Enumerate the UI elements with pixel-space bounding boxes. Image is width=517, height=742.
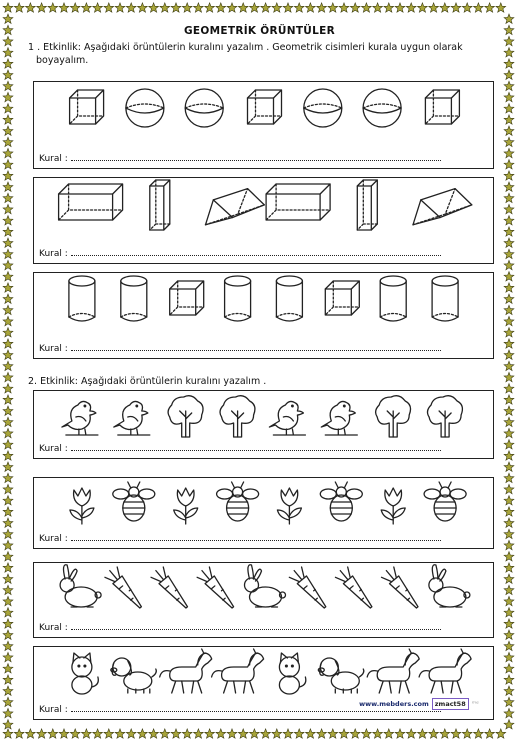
pattern-row-1	[33, 81, 494, 169]
rule-label: Kural :	[39, 623, 68, 633]
tree-icon	[376, 396, 411, 437]
footer	[359, 698, 479, 710]
cylinder-icon	[276, 276, 302, 321]
tree-icon	[428, 396, 463, 437]
bee-icon	[424, 482, 466, 521]
cube-icon	[325, 281, 359, 315]
bee-icon	[320, 482, 362, 521]
cat-icon	[72, 653, 98, 694]
tree-icon	[168, 396, 203, 437]
pattern-row-3	[33, 272, 494, 359]
carrot-icon	[288, 565, 331, 612]
triangular-prism-icon	[407, 186, 473, 225]
horse-icon	[212, 649, 264, 693]
rule-answer-field[interactable]	[71, 152, 441, 161]
bee-icon	[113, 482, 155, 521]
sphere-icon	[363, 89, 401, 127]
rule-label: Kural :	[39, 705, 68, 715]
rectangular-prism-icon	[266, 184, 330, 220]
cylinder-icon	[380, 276, 406, 321]
tulip-icon	[174, 488, 198, 524]
tall-prism-icon	[357, 180, 377, 230]
carrot-icon	[150, 565, 193, 612]
activity-2-instruction	[28, 375, 266, 388]
tulip-icon	[381, 488, 405, 524]
rule-line	[39, 247, 441, 259]
tall-prism-icon	[150, 180, 170, 230]
footer-logo: ᵐᵉ	[471, 700, 479, 708]
carrot-icon	[380, 565, 423, 612]
footer-site: www.mebders.com	[359, 700, 429, 708]
worksheet	[22, 22, 497, 722]
rule-line	[39, 442, 441, 454]
horse-icon	[419, 649, 471, 693]
rule-line	[39, 152, 441, 164]
cylinder-icon	[69, 276, 95, 321]
rule-answer-field[interactable]	[71, 532, 441, 541]
rabbit-icon	[60, 565, 101, 607]
rabbit-icon	[429, 565, 470, 607]
rule-label: Kural :	[39, 249, 68, 259]
triangular-prism-icon	[199, 186, 265, 225]
rule-answer-field[interactable]	[71, 442, 441, 451]
sphere-icon	[126, 89, 164, 127]
pattern-row-5	[33, 477, 494, 549]
pattern-row-4	[33, 390, 494, 459]
cube-icon	[248, 90, 282, 124]
cylinder-icon	[225, 276, 251, 321]
cylinder-icon	[121, 276, 147, 321]
rectangular-prism-icon	[59, 184, 123, 220]
activity-1-instruction	[28, 41, 463, 67]
cat-icon	[279, 653, 305, 694]
carrot-icon	[196, 565, 239, 612]
tree-icon	[220, 396, 255, 437]
bird-icon	[321, 401, 357, 435]
footer-tag: zmact58	[432, 698, 469, 710]
rule-line	[39, 621, 441, 633]
rule-answer-field[interactable]	[71, 342, 441, 351]
activity-1-line-1: 1 . Etkinlik: Aşağıdaki örüntülerin kuralını yazalım . Geometrik cisimleri kurala uygun olarak	[28, 42, 463, 53]
sphere-icon	[304, 89, 342, 127]
cube-icon	[170, 281, 204, 315]
activity-2-line-1: 2. Etkinlik: Aşağıdaki örüntülerin kuralını yazalım .	[28, 376, 267, 387]
horse-icon	[160, 649, 212, 693]
rule-answer-field[interactable]	[71, 247, 441, 256]
rule-answer-field[interactable]	[71, 621, 441, 630]
activity-1-line-2: boyayalım.	[36, 55, 89, 66]
bee-icon	[217, 482, 259, 521]
rabbit-icon	[245, 565, 286, 607]
tulip-icon	[277, 488, 301, 524]
tulip-icon	[70, 488, 94, 524]
rule-label: Kural :	[39, 344, 68, 354]
dog-icon	[111, 658, 157, 693]
sphere-icon	[185, 89, 223, 127]
cube-icon	[425, 90, 459, 124]
bird-icon	[269, 401, 305, 435]
rule-label: Kural :	[39, 534, 68, 544]
carrot-icon	[334, 565, 377, 612]
cylinder-icon	[432, 276, 458, 321]
rule-label: Kural :	[39, 154, 68, 164]
pattern-row-2	[33, 177, 494, 264]
bird-icon	[62, 401, 98, 435]
dog-icon	[318, 658, 364, 693]
horse-icon	[367, 649, 419, 693]
rule-line	[39, 342, 441, 354]
pattern-row-6	[33, 562, 494, 638]
carrot-icon	[104, 565, 147, 612]
bird-icon	[114, 401, 150, 435]
rule-line	[39, 532, 441, 544]
rule-label: Kural :	[39, 444, 68, 454]
cube-icon	[70, 90, 104, 124]
page-title: GEOMETRİK ÖRÜNTÜLER	[184, 25, 335, 37]
